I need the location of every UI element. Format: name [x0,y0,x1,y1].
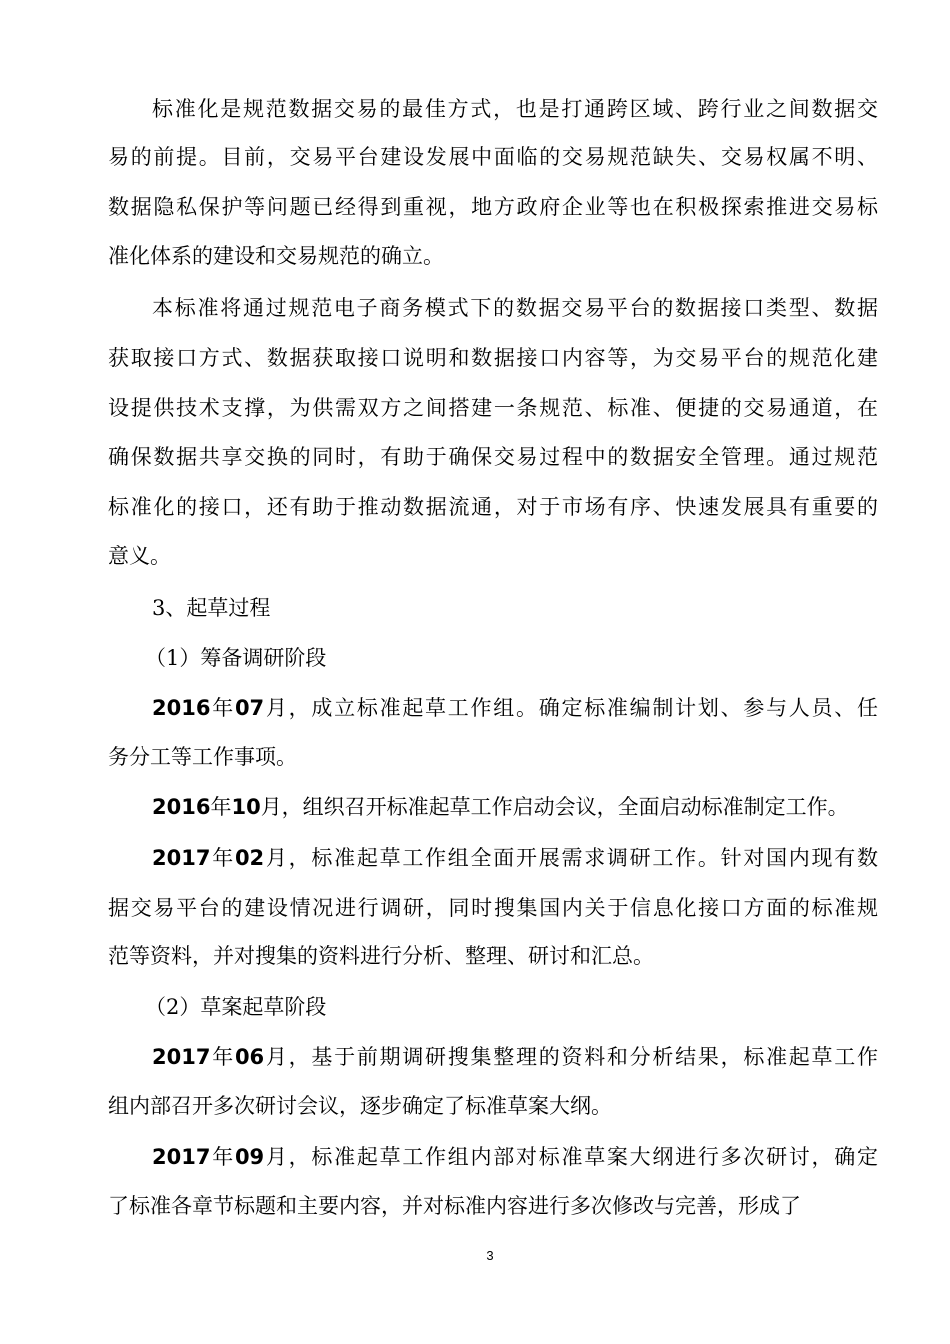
year-suffix: 年 [210,1145,235,1169]
entry-5-month: 09 [234,1145,265,1169]
entry-4-year: 2017 [152,1045,211,1069]
entry-5-line-2: 了标准各章节标题和主要内容，并对标准内容进行多次修改与完善，形成了 [108,1194,801,1218]
entry-1-month: 07 [234,696,265,720]
entry-3-line-1 [152,845,878,871]
paragraph-2-line-6: 意义。 [108,544,171,568]
entry-4-line-2: 组内部召开多次研讨会议，逐步确定了标准草案大纲。 [108,1094,612,1118]
entry-3-year: 2017 [152,846,211,870]
year-suffix: 年 [210,1045,235,1069]
paragraph-2-line-5: 标准化的接口，还有助于推动数据流通，对于市场有序、快速发展具有重要的 [108,495,878,519]
entry-4-month: 06 [234,1045,265,1069]
entry-2-month: 10 [231,795,261,819]
paragraph-2-line-4: 确保数据共享交换的同时，有助于确保交易过程中的数据安全管理。通过规范 [108,445,878,469]
stage-2-heading: （2）草案起草阶段 [145,995,327,1019]
paragraph-2-line-3: 设提供技术支撑，为供需双方之间搭建一条规范、标准、便捷的交易通道，在 [108,396,878,420]
entry-1-text: 月，成立标准起草工作组。确定标准编制计划、参与人员、任 [264,696,878,720]
entry-1-year: 2016 [152,696,211,720]
entry-3-line-3: 范等资料，并对搜集的资料进行分析、整理、研讨和汇总。 [108,944,654,968]
paragraph-1-line-1: 标准化是规范数据交易的最佳方式，也是打通跨区域、跨行业之间数据交 [152,97,878,121]
entry-5-line-1 [152,1144,878,1170]
entry-5-year: 2017 [152,1145,211,1169]
paragraph-2-line-2: 获取接口方式、数据获取接口说明和数据接口内容等，为交易平台的规范化建 [108,346,878,370]
entry-1-line-2: 务分工等工作事项。 [108,745,297,769]
entry-4-text: 月，基于前期调研搜集整理的资料和分析结果，标准起草工作 [264,1045,878,1069]
entry-2-year: 2016 [152,795,211,819]
page-number: 3 [486,1248,494,1263]
year-suffix: 年 [210,795,232,819]
paragraph-1-line-4: 准化体系的建设和交易规范的确立。 [108,244,444,268]
entry-1-line-1 [152,695,878,721]
stage-1-heading: （1）筹备调研阶段 [145,646,327,670]
year-suffix: 年 [210,846,235,870]
entry-5-text: 月，标准起草工作组内部对标准草案大纲进行多次研讨，确定 [264,1145,878,1169]
paragraph-1-line-3: 数据隐私保护等问题已经得到重视，地方政府企业等也在积极探索推进交易标 [108,195,878,219]
section-heading: 3、起草过程 [152,596,271,620]
entry-3-month: 02 [234,846,265,870]
entry-3-line-2: 据交易平台的建设情况进行调研，同时搜集国内关于信息化接口方面的标准规 [108,896,878,920]
paragraph-2-line-1: 本标准将通过规范电子商务模式下的数据交易平台的数据接口类型、数据 [152,296,878,320]
entry-2-text: 月，组织召开标准起草工作启动会议，全面启动标准制定工作。 [260,795,849,819]
paragraph-1-line-2: 易的前提。目前，交易平台建设发展中面临的交易规范缺失、交易权属不明、 [108,145,878,169]
entry-3-text: 月，标准起草工作组全面开展需求调研工作。针对国内现有数 [264,846,878,870]
entry-4-line-1 [152,1044,878,1070]
year-suffix: 年 [210,696,235,720]
entry-2-line-1 [152,794,878,820]
